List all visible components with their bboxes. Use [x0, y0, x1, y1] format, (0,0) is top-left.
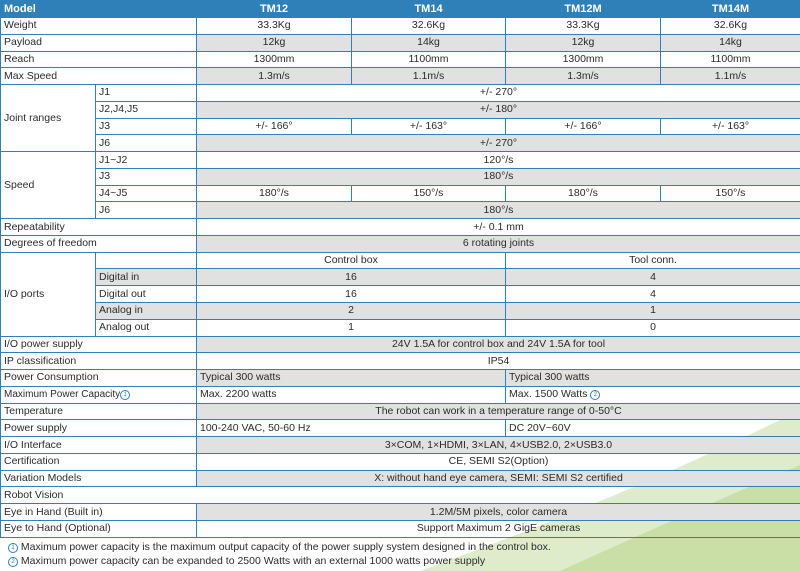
- sub-label: J1~J2: [96, 152, 197, 169]
- row-joint-j245: [1, 101, 800, 118]
- group-label-speed: Speed: [1, 152, 96, 219]
- cell-value: 33.3Kg: [197, 18, 352, 35]
- sub-label: J6: [96, 202, 197, 219]
- cell-value: 1100mm: [661, 51, 800, 68]
- row-repeatability: [1, 219, 800, 236]
- sub-label: J4~J5: [96, 185, 197, 202]
- cell-value: 100-240 VAC, 50-60 Hz: [197, 420, 506, 437]
- row-label: I/O power supply: [1, 336, 197, 353]
- row-label: Max Speed: [1, 68, 197, 85]
- cell-value: 180°/s: [197, 202, 800, 219]
- row-eye-in-hand: [1, 504, 800, 521]
- model-col-tm12: TM12: [197, 1, 352, 18]
- cell-value: Max. 2200 watts: [197, 386, 506, 403]
- row-joint-j6: [1, 135, 800, 152]
- cell-value: 1.2M/5M pixels, color camera: [197, 504, 800, 521]
- sub-label: Analog out: [96, 319, 197, 336]
- group-label-io-ports: I/O ports: [1, 252, 96, 336]
- row-label: Degrees of freedom: [1, 235, 197, 252]
- model-col-tm14m: TM14M: [661, 1, 800, 18]
- row-max-speed: [1, 68, 800, 85]
- row-label: Payload: [1, 34, 197, 51]
- row-label: [1, 386, 197, 403]
- cell-value: 1100mm: [352, 51, 506, 68]
- cell-value: 14kg: [352, 34, 506, 51]
- cell-value: +/- 166°: [506, 118, 661, 135]
- row-payload: [1, 34, 800, 51]
- cell-value: 32.6Kg: [661, 18, 800, 35]
- footnote-1-text: Maximum power capacity is the maximum output capacity of the power supply system designed in the control box.: [20, 541, 551, 553]
- cell-value: 1.1m/s: [661, 68, 800, 85]
- footnote-2-text: Maximum power capacity can be expanded to 2500 Watts with an external 1000 watts power supply: [20, 555, 486, 567]
- row-io-power: [1, 336, 800, 353]
- cell-value: 6 rotating joints: [197, 235, 800, 252]
- row-speed-j12: [1, 152, 800, 169]
- sub-label: J3: [96, 168, 197, 185]
- cell-value: 12kg: [197, 34, 352, 51]
- cell-value: 180°/s: [197, 168, 800, 185]
- cell-value: 4: [506, 269, 800, 286]
- cell-value: +/- 270°: [197, 135, 800, 152]
- row-label: Certification: [1, 453, 197, 470]
- cell-value: The robot can work in a temperature range of 0-50°C: [197, 403, 800, 420]
- cell-value: 1: [197, 319, 506, 336]
- row-weight: [1, 18, 800, 35]
- footnote-2-marker-icon: 2: [8, 557, 18, 567]
- cell-value: +/- 166°: [197, 118, 352, 135]
- cell-value: Typical 300 watts: [197, 370, 506, 387]
- cell-value: 150°/s: [352, 185, 506, 202]
- sub-label: J6: [96, 135, 197, 152]
- row-certification: [1, 453, 800, 470]
- cell-value: DC 20V~60V: [506, 420, 800, 437]
- row-eye-to-hand: [1, 520, 800, 537]
- row-label: Weight: [1, 18, 197, 35]
- cell-value: 1.1m/s: [352, 68, 506, 85]
- cell-value: 1: [506, 303, 800, 320]
- cell-value: +/- 0.1 mm: [197, 219, 800, 236]
- row-io-analog-out: [1, 319, 800, 336]
- row-speed-j3: [1, 168, 800, 185]
- model-col-tm12m: TM12M: [506, 1, 661, 18]
- cell-value: IP54: [197, 353, 800, 370]
- row-joint-j1: [1, 85, 800, 102]
- cell-value: 1300mm: [197, 51, 352, 68]
- footnote-2: [8, 555, 485, 567]
- cell-value: 16: [197, 286, 506, 303]
- cell-value: 12kg: [506, 34, 661, 51]
- cell-value: 1.3m/s: [506, 68, 661, 85]
- footnote-1-marker-icon: 1: [8, 543, 18, 553]
- cell-value: +/- 180°: [197, 101, 800, 118]
- row-label: IP classification: [1, 353, 197, 370]
- row-robot-vision: [1, 487, 800, 504]
- footnote-2-icon: 2: [590, 390, 600, 400]
- footnote-1: [8, 541, 551, 553]
- header-row: [1, 1, 800, 18]
- model-header: Model: [1, 1, 197, 18]
- sub-label: J3: [96, 118, 197, 135]
- cell-value: 14kg: [661, 34, 800, 51]
- row-label: Robot Vision: [1, 487, 800, 504]
- cell-value: CE, SEMI S2(Option): [197, 453, 800, 470]
- cell-value: 33.3Kg: [506, 18, 661, 35]
- footnote-1-icon: 1: [120, 390, 130, 400]
- cell-value: +/- 163°: [352, 118, 506, 135]
- row-speed-j6: [1, 202, 800, 219]
- cell-value: 24V 1.5A for control box and 24V 1.5A for tool: [197, 336, 800, 353]
- sub-label: J1: [96, 85, 197, 102]
- sub-label: Analog in: [96, 303, 197, 320]
- sub-label: J2,J4,J5: [96, 101, 197, 118]
- row-io-digital-in: [1, 269, 800, 286]
- cell-value: 3×COM, 1×HDMI, 3×LAN, 4×USB2.0, 2×USB3.0: [197, 437, 800, 454]
- row-ip-class: [1, 353, 800, 370]
- row-io-digital-out: [1, 286, 800, 303]
- row-io-analog-in: [1, 303, 800, 320]
- row-io-interface: [1, 437, 800, 454]
- cell-value: 16: [197, 269, 506, 286]
- cell-value: X: without hand eye camera, SEMI: SEMI S2 certified: [197, 470, 800, 487]
- cell-value: Typical 300 watts: [506, 370, 800, 387]
- row-power-supply: [1, 420, 800, 437]
- row-joint-j3: [1, 118, 800, 135]
- row-temperature: [1, 403, 800, 420]
- row-label: I/O Interface: [1, 437, 197, 454]
- row-label: Repeatability: [1, 219, 197, 236]
- row-dof: [1, 235, 800, 252]
- cell-value: 0: [506, 319, 800, 336]
- cell-value: 180°/s: [197, 185, 352, 202]
- cell-value: 4: [506, 286, 800, 303]
- cell-value: +/- 163°: [661, 118, 800, 135]
- io-header-blank: [96, 252, 197, 269]
- row-variation: [1, 470, 800, 487]
- row-max-power-capacity: [1, 386, 800, 403]
- cell-value: +/- 270°: [197, 85, 800, 102]
- io-header-control-box: Control box: [197, 252, 506, 269]
- cell-value: 180°/s: [506, 185, 661, 202]
- sub-label: Digital out: [96, 286, 197, 303]
- row-label: Eye to Hand (Optional): [1, 520, 197, 537]
- row-label: Power supply: [1, 420, 197, 437]
- row-label: Temperature: [1, 403, 197, 420]
- row-label: Power Consumption: [1, 370, 197, 387]
- sub-label: Digital in: [96, 269, 197, 286]
- cell-value: Support Maximum 2 GigE cameras: [197, 520, 800, 537]
- max-power-label: Maximum Power Capacity: [4, 389, 121, 401]
- row-reach: [1, 51, 800, 68]
- cell-value: 2: [197, 303, 506, 320]
- cell-value: 120°/s: [197, 152, 800, 169]
- cell-value: 1.3m/s: [197, 68, 352, 85]
- io-header-tool-conn: Tool conn.: [506, 252, 800, 269]
- cell-value: 150°/s: [661, 185, 800, 202]
- group-label-joint-ranges: Joint ranges: [1, 85, 96, 152]
- max-power-right: Max. 1500 Watts: [509, 388, 588, 401]
- row-power-consumption: [1, 370, 800, 387]
- row-label: Variation Models: [1, 470, 197, 487]
- model-col-tm14: TM14: [352, 1, 506, 18]
- row-speed-j45: [1, 185, 800, 202]
- row-label: Eye in Hand (Built in): [1, 504, 197, 521]
- cell-value: 32.6Kg: [352, 18, 506, 35]
- cell-value: 1300mm: [506, 51, 661, 68]
- row-label: Reach: [1, 51, 197, 68]
- row-io-header: [1, 252, 800, 269]
- cell-value: [506, 386, 800, 403]
